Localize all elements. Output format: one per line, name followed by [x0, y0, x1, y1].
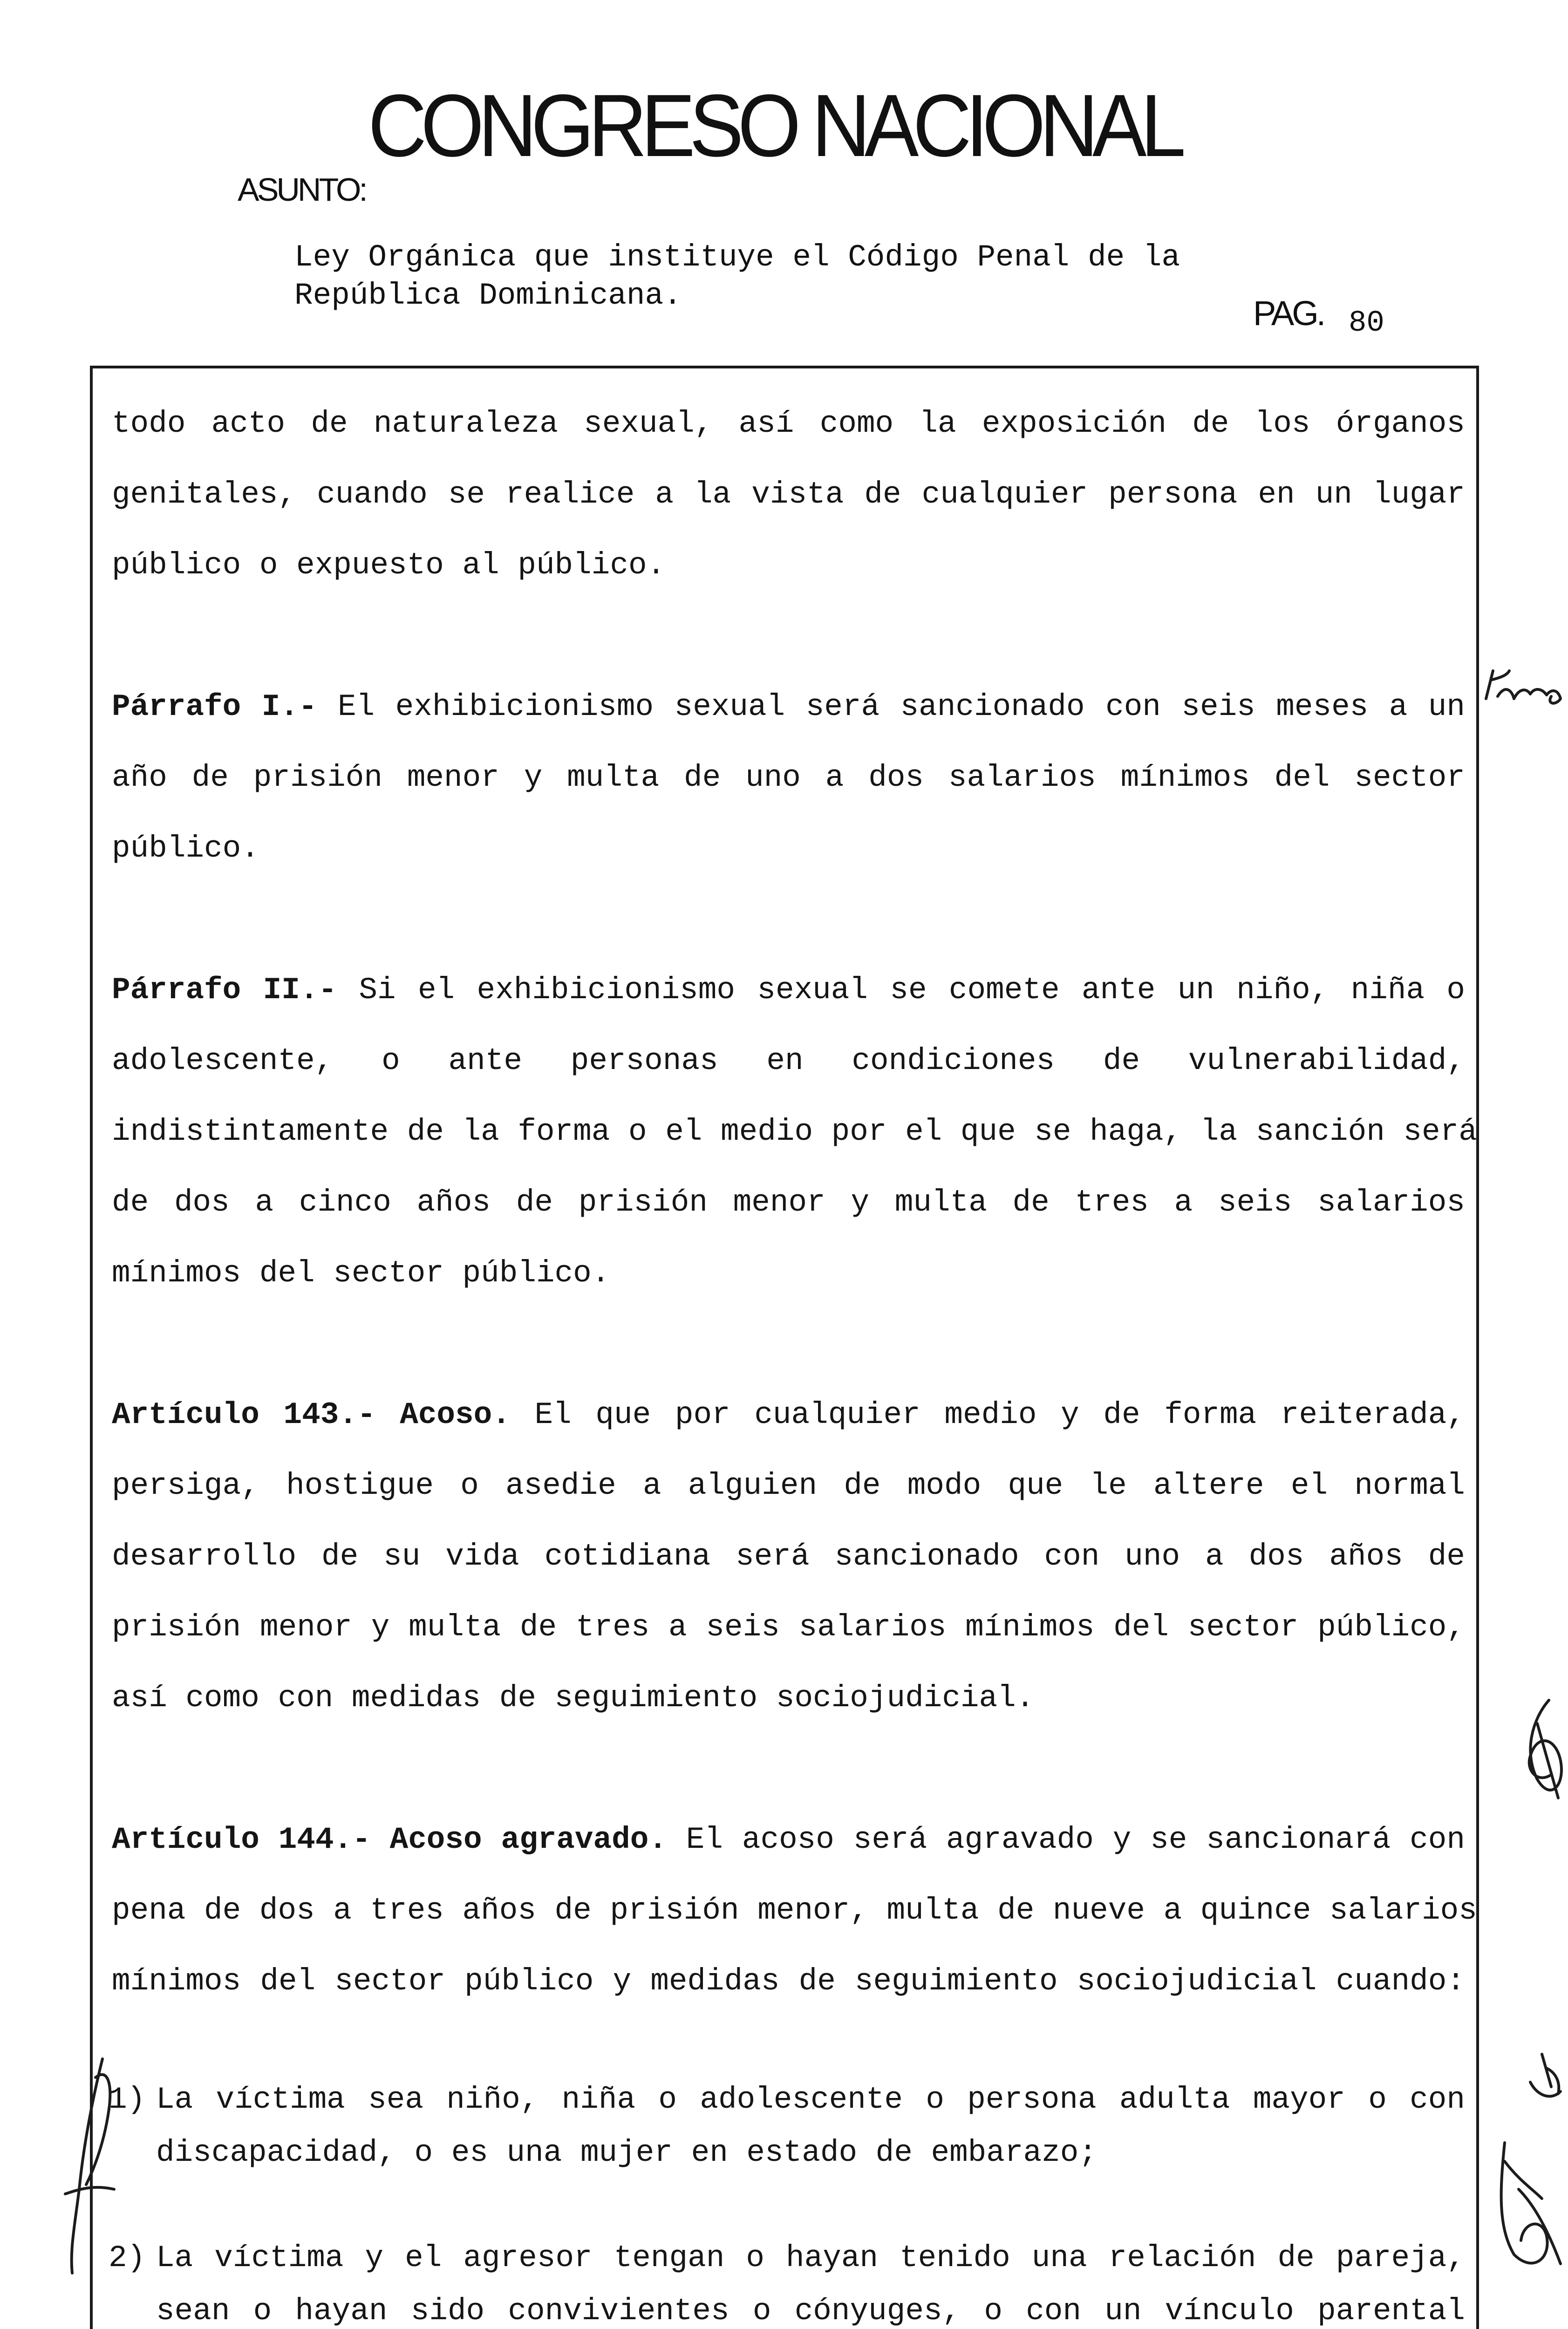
- margin-signature-1: [1529, 1700, 1561, 1798]
- margin-initials-1: [1486, 671, 1561, 703]
- text-run: Si el exhibicionismo sexual se comete ante un niño, niña o: [337, 973, 1466, 1008]
- paragraph-ii-heading: Párrafo II.-: [112, 973, 337, 1008]
- article-143-heading: Artículo 143.- Acoso.: [112, 1397, 511, 1432]
- list-item-line: sean o hayan sido convivientes o cónyuges, o con un vínculo parental: [156, 2294, 1465, 2329]
- paragraph-i-heading: Párrafo I.-: [112, 689, 317, 724]
- text-line: así como con medidas de seguimiento sociojudicial.: [112, 1681, 1035, 1716]
- list-item-number: 1): [109, 2082, 146, 2117]
- margin-signature-3: [1501, 2143, 1561, 2264]
- text-line: público.: [112, 831, 259, 866]
- text-run: El acoso será agravado y se sancionará con: [667, 1822, 1465, 1857]
- text-line: todo acto de naturaleza sexual, así como la exposición de los órganos: [112, 406, 1465, 441]
- text-line: pena de dos a tres años de prisión menor, multa de nueve a quince salarios: [112, 1893, 1477, 1928]
- article-144-heading: Artículo 144.- Acoso agravado.: [112, 1822, 667, 1857]
- paragraph-i-first-line: [112, 688, 1465, 726]
- text-line: persiga, hostigue o asedie a alguien de modo que le altere el normal: [112, 1468, 1465, 1503]
- text-run: El que por cualquier medio y de forma reiterada,: [510, 1397, 1465, 1432]
- list-item-line: La víctima y el agresor tengan o hayan tenido una relación de pareja,: [156, 2240, 1465, 2275]
- page-number: 80: [1349, 306, 1384, 340]
- paragraph-ii-first-line: [112, 972, 1465, 1009]
- asunto-label: ASUNTO:: [238, 171, 366, 208]
- article-143-first-line: [112, 1396, 1465, 1434]
- margin-signature-2: [1530, 2054, 1561, 2096]
- text-line: mínimos del sector público y medidas de seguimiento sociojudicial cuando:: [112, 1964, 1465, 1999]
- document-header-title: CONGRESO NACIONAL: [368, 76, 1180, 175]
- text-line: año de prisión menor y multa de uno a dos salarios mínimos del sector: [112, 760, 1465, 795]
- list-item-number: 2): [109, 2240, 146, 2275]
- text-line: adolescente, o ante personas en condiciones de vulnerabilidad,: [112, 1043, 1465, 1078]
- list-item-line: La víctima sea niño, niña o adolescente o persona adulta mayor o con: [156, 2082, 1465, 2117]
- article-144-first-line: [112, 1821, 1465, 1859]
- list-item-line: discapacidad, o es una mujer en estado de embarazo;: [156, 2135, 1097, 2170]
- text-line: desarrollo de su vida cotidiana será sancionado con uno a dos años de: [112, 1539, 1465, 1574]
- text-line: mínimos del sector público.: [112, 1256, 610, 1291]
- text-run: El exhibicionismo sexual será sancionado con seis meses a un: [317, 689, 1466, 724]
- text-line: indistintamente de la forma o el medio por el que se haga, la sanción será: [112, 1114, 1477, 1149]
- text-line: público o expuesto al público.: [112, 548, 666, 583]
- text-line: de dos a cinco años de prisión menor y multa de tres a seis salarios: [112, 1185, 1465, 1220]
- page-label: PAG.: [1253, 294, 1324, 333]
- text-line: prisión menor y multa de tres a seis salarios mínimos del sector público,: [112, 1610, 1465, 1645]
- subject-line-1: Ley Orgánica que instituye el Código Penal de la: [294, 240, 1180, 275]
- content-frame: [90, 366, 1479, 2329]
- subject-line-2: República Dominicana.: [294, 278, 682, 313]
- text-line: genitales, cuando se realice a la vista de cualquier persona en un lugar: [112, 477, 1465, 512]
